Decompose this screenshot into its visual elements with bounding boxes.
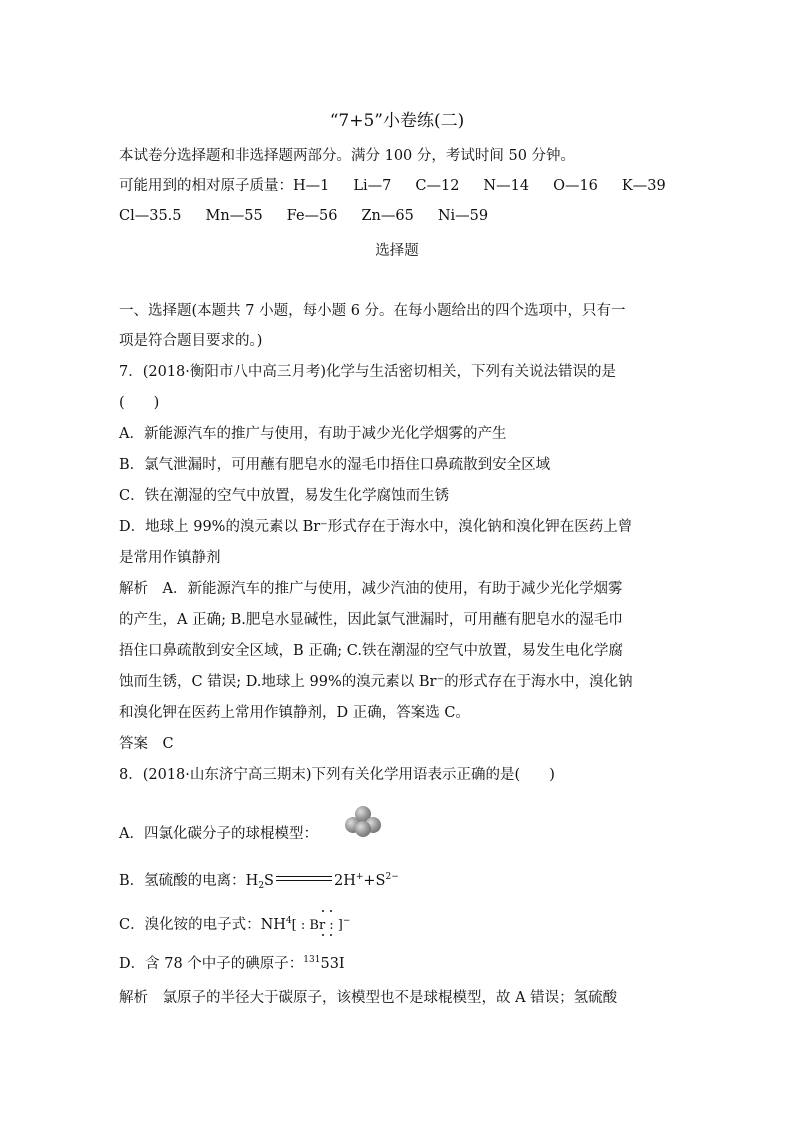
q7-analysis-2: 的产生，A 正确; B.肥皂水显碱性，因此氯气泄漏时，可用蘸有肥皂水的湿毛巾 [119,612,623,628]
q7-option-c: C．铁在潮湿的空气中放置，易发生化学腐蚀而生锈 [119,488,450,504]
q8-option-d: D．含 78 个中子的碘原子：$^{131}$53I [119,955,345,972]
q7-stem: 7．(2018·衡阳市八中高三月考)化学与生活密切相关，下列有关说法错误的是 [119,364,617,380]
q7-analysis-1: 解析 A．新能源汽车的推广与使用，减少汽油的使用，有助于减少光化学烟雾 [119,581,623,597]
q7-answer: 答案 C [119,736,174,752]
q8-option-c: C．溴化铵的电子式：$NH^4$[ : Br : ] − [119,911,350,936]
q8-option-a: A．四氯化碳分子的球棍模型： [119,826,318,842]
worksheet-title: “7+5”小卷练(二) [329,111,465,131]
q8-option-b: B．氢硫酸的电离：$H_2S$ $2H^++S^{2-}$ [119,872,399,891]
q7-option-d: D．地球上 99%的溴元素以 Br⁻形式存在于海水中，溴化钠和溴化钾在医药上曾 [119,519,633,535]
atomic-masses-line-1: 可能用到的相对原子质量：H—1 Li—7 C—12 N—14 O—16 K—39 [119,178,666,194]
q8-analysis-1: 解析 氯原子的半径大于碳原子，该模型也不是球棍模型，故 A 错误；氢硫酸 [119,990,618,1006]
intro-text: 本试卷分选择题和非选择题两部分。满分 100 分，考试时间 50 分钟。 [119,148,576,164]
instruction-line-1: 一、选择题(本题共 7 小题，每小题 6 分。在每小题给出的四个选项中，只有一 [119,303,626,319]
q7-analysis-4: 蚀而生锈，C 错误; D.地球上 99%的溴元素以 Br⁻的形式存在于海水中，溴化钠 [119,674,633,690]
ball-stick-model-image [343,806,385,838]
q8-stem: 8．(2018·山东济宁高三期末)下列有关化学用语表示正确的是( ) [119,767,555,783]
instruction-line-2: 项是符合题目要求的。) [119,333,263,349]
q7-option-a: A．新能源汽车的推广与使用，有助于减少光化学烟雾的产生 [119,426,507,442]
section-heading: 选择题 [375,243,419,259]
equilibrium-arrow-icon [276,874,332,883]
atomic-masses-line-2: Cl—35.5 Mn—55 Fe—56 Zn—65 Ni—59 [119,208,489,224]
q7-option-b: B．氯气泄漏时，可用蘸有肥皂水的湿毛巾捂住口鼻疏散到安全区域 [119,457,551,473]
electron-formula-bracket: [ : Br : ] [292,916,343,936]
q7-answer-blank: ( ) [119,395,160,411]
q7-analysis-3: 捂住口鼻疏散到安全区域，B 正确; C.铁在潮湿的空气中放置，易发生电化学腐 [119,643,623,659]
q7-option-d-cont: 是常用作镇静剂 [119,550,221,566]
q7-analysis-5: 和溴化钾在医药上常用作镇静剂，D 正确，答案选 C。 [119,705,470,721]
atomic-masses-label: 可能用到的相对原子质量： [119,178,293,194]
